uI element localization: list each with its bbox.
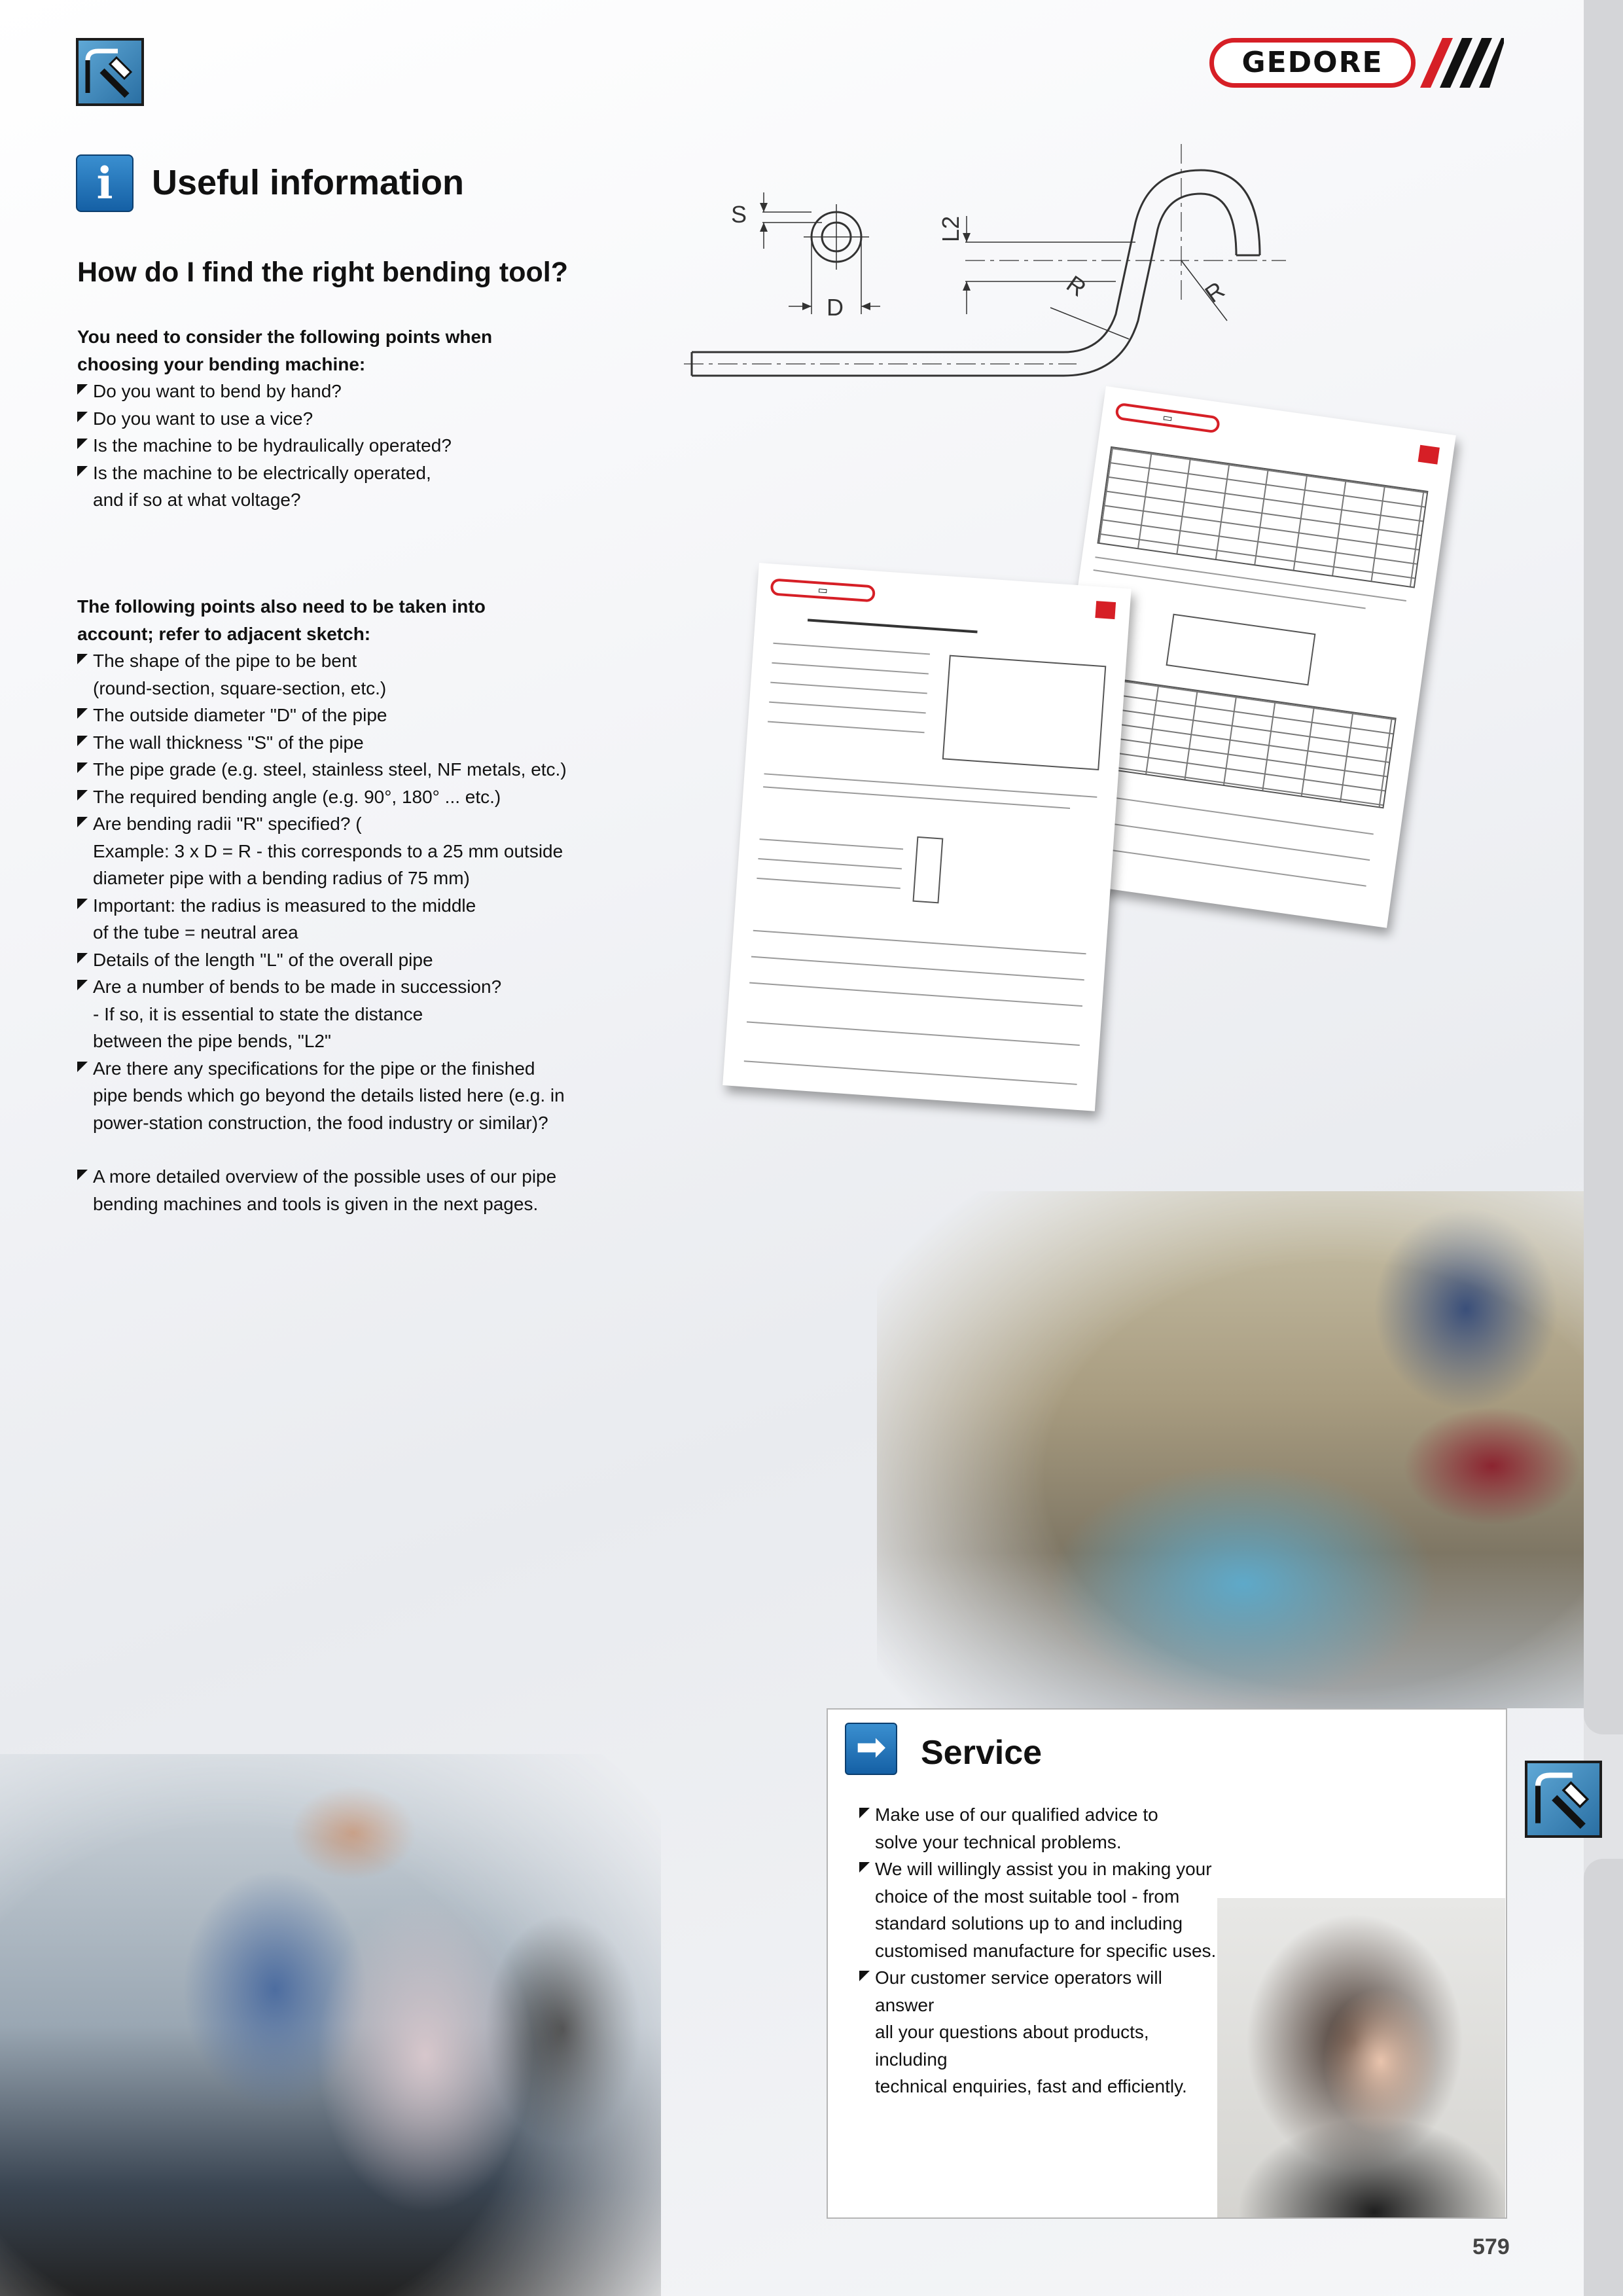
block2-intro: The following points also need to be taken into account; refer to adjacent sketch: bbox=[77, 596, 486, 644]
form-logo: ▭ bbox=[1115, 403, 1221, 434]
list-item: Are bending radii "R" specified? ( Example: 3 x D = R - this corresponds to a 25 mm outside diameter pipe with a bending radius of 75 mm) bbox=[77, 810, 575, 892]
list-item: The required bending angle (e.g. 90°, 180° ... etc.) bbox=[77, 783, 575, 811]
block1-intro: You need to consider the following points when choosing your bending machine: bbox=[77, 327, 493, 374]
list-item: The outside diameter "D" of the pipe bbox=[77, 702, 575, 729]
block2-final-list bbox=[77, 1163, 575, 1217]
sketch-label-s: S bbox=[731, 201, 747, 228]
list-item: Our customer service operators will answer all your questions about products, including technical enquiries, fast and efficiently. bbox=[859, 1964, 1226, 2100]
list-item: Make use of our qualified advice to solve your technical problems. bbox=[859, 1801, 1226, 1856]
service-list bbox=[859, 1801, 1226, 2100]
list-item: Do you want to use a vice? bbox=[77, 405, 575, 433]
section-title: Useful information bbox=[152, 163, 465, 202]
list-item: The wall thickness "S" of the pipe bbox=[77, 729, 575, 757]
list-item: Is the machine to be hydraulically operated? bbox=[77, 432, 575, 459]
customer-service-operator-photo bbox=[1217, 1898, 1505, 2217]
list-item: Do you want to bend by hand? bbox=[77, 378, 575, 405]
form-sketch-box bbox=[1166, 614, 1315, 686]
machine-considerations bbox=[77, 323, 575, 514]
sketch-label-r2: R bbox=[1200, 276, 1230, 308]
form-logo: ▭ bbox=[770, 578, 876, 602]
list-item: The shape of the pipe to be bent (round-section, square-section, etc.) bbox=[77, 647, 575, 702]
workshop-photo bbox=[877, 1191, 1584, 1708]
order-form-sheet-front bbox=[722, 563, 1131, 1111]
sketch-label-l2: L2 bbox=[937, 215, 964, 242]
block2-list bbox=[77, 647, 575, 1136]
logo-wordmark: GEDORE bbox=[1241, 46, 1383, 79]
form-table bbox=[1097, 446, 1428, 588]
block1-list bbox=[77, 378, 575, 514]
chapter-tab-upper bbox=[1584, 0, 1623, 1734]
service-title: Service bbox=[921, 1734, 1043, 1772]
pipe-bender-icon bbox=[76, 38, 144, 106]
form-notes-box bbox=[942, 655, 1107, 770]
list-item: Details of the length "L" of the overall pipe bbox=[77, 946, 575, 974]
form-flag-icon bbox=[1095, 601, 1116, 619]
form-checkbox-column bbox=[912, 836, 943, 904]
list-item: A more detailed overview of the possible uses of our pipe bending machines and tools is given in the next pages. bbox=[77, 1163, 575, 1217]
chapter-tab-bar bbox=[1584, 0, 1623, 2296]
pipe-bender-icon bbox=[1525, 1761, 1602, 1838]
logo-stripes-icon bbox=[1420, 38, 1504, 88]
list-item: Important: the radius is measured to the middle of the tube = neutral area bbox=[77, 892, 575, 946]
info-icon: i bbox=[76, 154, 134, 212]
chapter-tab-lower bbox=[1584, 1859, 1623, 2296]
arrow-right-icon: ➡ bbox=[845, 1723, 897, 1775]
sketch-label-r1: R bbox=[1061, 270, 1092, 302]
form-flag-icon bbox=[1418, 445, 1440, 465]
gedore-logo bbox=[1209, 38, 1504, 88]
pipe-bend-sketch bbox=[684, 144, 1293, 393]
pipe-considerations bbox=[77, 593, 575, 1217]
list-item: The pipe grade (e.g. steel, stainless steel, NF metals, etc.) bbox=[77, 756, 575, 783]
service-van-photo bbox=[0, 1754, 661, 2296]
sketch-label-d: D bbox=[827, 294, 844, 321]
list-item: Is the machine to be electrically operated, and if so at what voltage? bbox=[77, 459, 575, 514]
list-item: We will willingly assist you in making your choice of the most suitable tool - from standard solutions up to and including customised manufacture for specific uses. bbox=[859, 1856, 1226, 1964]
list-item: Are a number of bends to be made in succession? - If so, it is essential to state the distance between the pipe bends, "L2" bbox=[77, 973, 575, 1055]
page-heading: How do I find the right bending tool? bbox=[77, 257, 568, 288]
page-number: 579 bbox=[1472, 2234, 1510, 2259]
list-item: Are there any specifications for the pipe or the finished pipe bends which go beyond the details listed here (e.g. in power-station construction, the food industry or similar)? bbox=[77, 1055, 575, 1137]
